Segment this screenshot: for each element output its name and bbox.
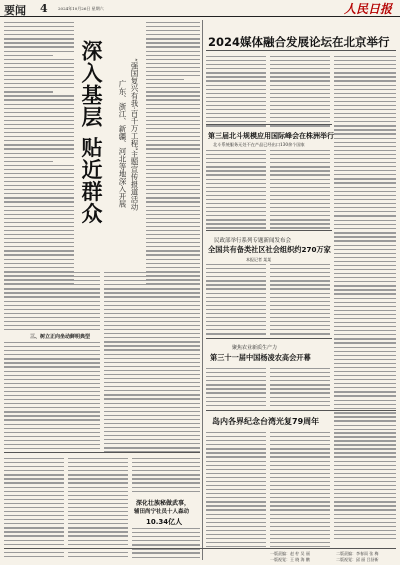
- feature-body-lower-3: [4, 342, 100, 456]
- footer-rule: [4, 548, 396, 549]
- left-bottom-headline-1: 深化壮族秘做武事，: [136, 500, 191, 507]
- feature-subtitle-2: 广东、浙江、新疆、河北等地深入开展: [118, 80, 127, 208]
- article5-col-3: [334, 432, 396, 542]
- article2-col-1: [206, 150, 266, 232]
- newspaper-logo: 人民日报: [343, 2, 392, 16]
- article5-col-1: [206, 432, 266, 550]
- left-divider: [4, 452, 200, 453]
- dateline: 2024年10月26日 星期六: [58, 6, 104, 11]
- footer-right: 二版责编：李春雨 张 梅: [336, 551, 379, 556]
- left-bottom-col-3b: [132, 528, 200, 561]
- article5-rule: [206, 410, 396, 411]
- article3-title: 全国共有备类社区社会组织约270万家: [208, 245, 331, 254]
- article4-kicker: 聚焦农业新质生产力: [232, 345, 278, 351]
- feature-subtitle-1: “强国复兴有我·百千万工程”主题宣传报道活动: [130, 58, 139, 211]
- feature-body-lower-1: [4, 272, 100, 333]
- article2-rule: [206, 124, 332, 125]
- left-bottom-headline-3: 10.34亿人: [146, 518, 183, 526]
- feature-body-lower-2: [104, 272, 200, 456]
- article4-title: 第三十一届中国杨凌农高会开幕: [210, 353, 311, 362]
- article3-col-2: [270, 264, 330, 337]
- left-bottom-headline-2: 辅田尚宁社员十人森动: [134, 509, 190, 515]
- article2-title: 第三届北斗规模应用国际峰会在株洲举行: [208, 132, 334, 140]
- left-bottom-col-3: [132, 458, 200, 495]
- main-headline-rule: [206, 50, 396, 51]
- article5-title: 岛内各界纪念台湾光复79周年: [212, 417, 320, 426]
- article3-rule: [206, 230, 332, 231]
- article2-subtitle: 北斗系统服务无处不在产品已经出口130余个国家: [213, 142, 305, 147]
- main-col-2: [270, 56, 330, 129]
- footer-left: 一版责编：赵 柠 吴 丽: [270, 551, 310, 556]
- article3-byline: 本报记者 某某: [246, 257, 272, 262]
- feature-headline: 深入基层 贴近群众: [79, 40, 103, 225]
- article3-kicker: 民政部举行系列专题新闻发布会: [214, 238, 292, 244]
- footer-right-2: 二版视觉：邱 丽 吕舒新: [336, 557, 379, 562]
- feature-body-col-1: [4, 22, 74, 287]
- section-caption: 三、树立正向坐动鲜明典型: [30, 334, 91, 340]
- left-bottom-col-2: [68, 458, 128, 560]
- column-divider: [202, 20, 203, 560]
- footer-left-2: 一版视觉：王 晓 海 鹏: [270, 557, 310, 562]
- main-col-1: [206, 56, 266, 129]
- main-col-3: [334, 56, 396, 219]
- article3-col-1: [206, 264, 266, 337]
- left-bottom-col-1: [4, 458, 64, 560]
- article4-col-1: [206, 368, 266, 409]
- article5-col-2: [270, 432, 330, 550]
- article4-rule: [206, 338, 332, 339]
- page-number: 4: [40, 2, 48, 15]
- article2-col-2: [270, 150, 330, 232]
- section-name: 要闻: [4, 4, 26, 17]
- article4-col-2: [270, 368, 330, 409]
- right-col-mid: [334, 216, 396, 400]
- main-headline: 2024媒体融合发展论坛在北京举行: [208, 35, 390, 49]
- masthead: [0, 0, 400, 17]
- feature-body-col-2: [146, 22, 200, 287]
